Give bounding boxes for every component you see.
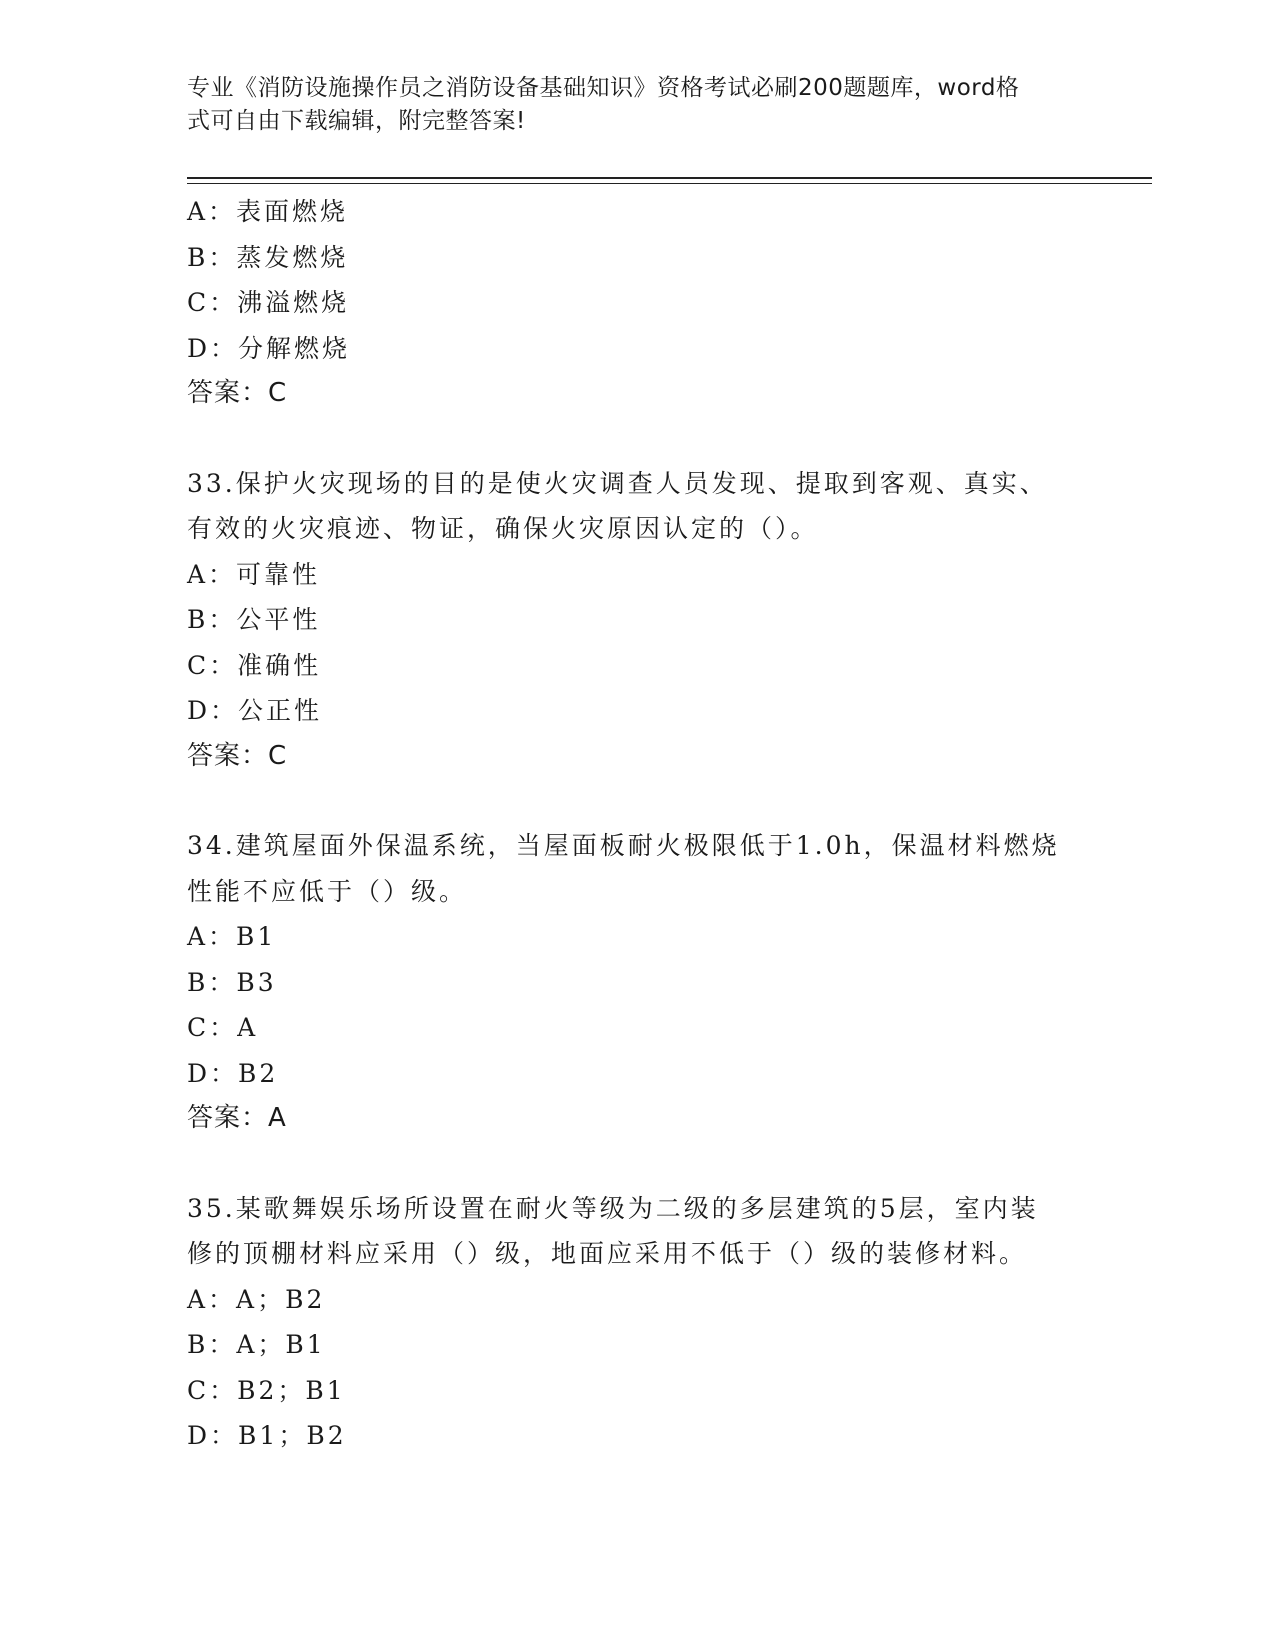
question-stem-line: 33.保护火灾现场的目的是使火灾调查人员发现、提取到客观、真实、: [187, 468, 1048, 498]
question-stem-line: 35.某歌舞娱乐场所设置在耐火等级为二级的多层建筑的5层，室内装: [187, 1193, 1039, 1223]
option-d: D：B2: [187, 1058, 279, 1088]
option-b: B：B3: [187, 967, 277, 997]
option-a: A：B1: [187, 922, 277, 951]
option-d: D：公正性: [187, 696, 323, 725]
option-c: C：准确性: [187, 650, 322, 680]
answer: 答案：A: [187, 1103, 287, 1133]
option-d: D：分解燃烧: [187, 333, 351, 363]
option-a: A：表面燃烧: [187, 197, 349, 226]
option-b: B：公平性: [187, 605, 321, 634]
document-header: [187, 72, 1067, 138]
option-d: D：B1；B2: [187, 1421, 347, 1450]
header-rule-thick: [187, 177, 1152, 179]
option-c: C：沸溢燃烧: [187, 288, 350, 317]
option-a: A：A；B2: [187, 1284, 326, 1314]
question-stem-line: 修的顶棚材料应采用（）级，地面应采用不低于（）级的装修材料。: [187, 1239, 1028, 1268]
answer: 答案：C: [187, 378, 288, 408]
option-b: B：蒸发燃烧: [187, 242, 349, 272]
option-c: C：A: [187, 1013, 259, 1042]
header-rule-thin: [187, 183, 1152, 184]
option-b: B：A；B1: [187, 1330, 326, 1359]
question-33: [187, 461, 1087, 780]
header-line-1: 专业《消防设施操作员之消防设备基础知识》资格考试必刷200题题库，word格: [187, 75, 1020, 101]
option-c: C：B2；B1: [187, 1375, 346, 1405]
header-line-2: 式可自由下载编辑，附完整答案!: [187, 108, 526, 134]
question-35: [187, 1186, 1087, 1459]
question-stem-line: 34.建筑屋面外保温系统，当屋面板耐火极限低于1.0h，保温材料燃烧: [187, 831, 1060, 860]
question-stem-line: 性能不应低于（）级。: [187, 876, 468, 906]
question-32: [187, 189, 1087, 417]
question-stem-line: 有效的火灾痕迹、物证，确保火灾原因认定的（）。: [187, 514, 819, 543]
question-list: [187, 189, 1087, 1459]
question-34: [187, 823, 1087, 1142]
answer: 答案：C: [187, 740, 288, 771]
option-a: A：可靠性: [187, 559, 321, 589]
